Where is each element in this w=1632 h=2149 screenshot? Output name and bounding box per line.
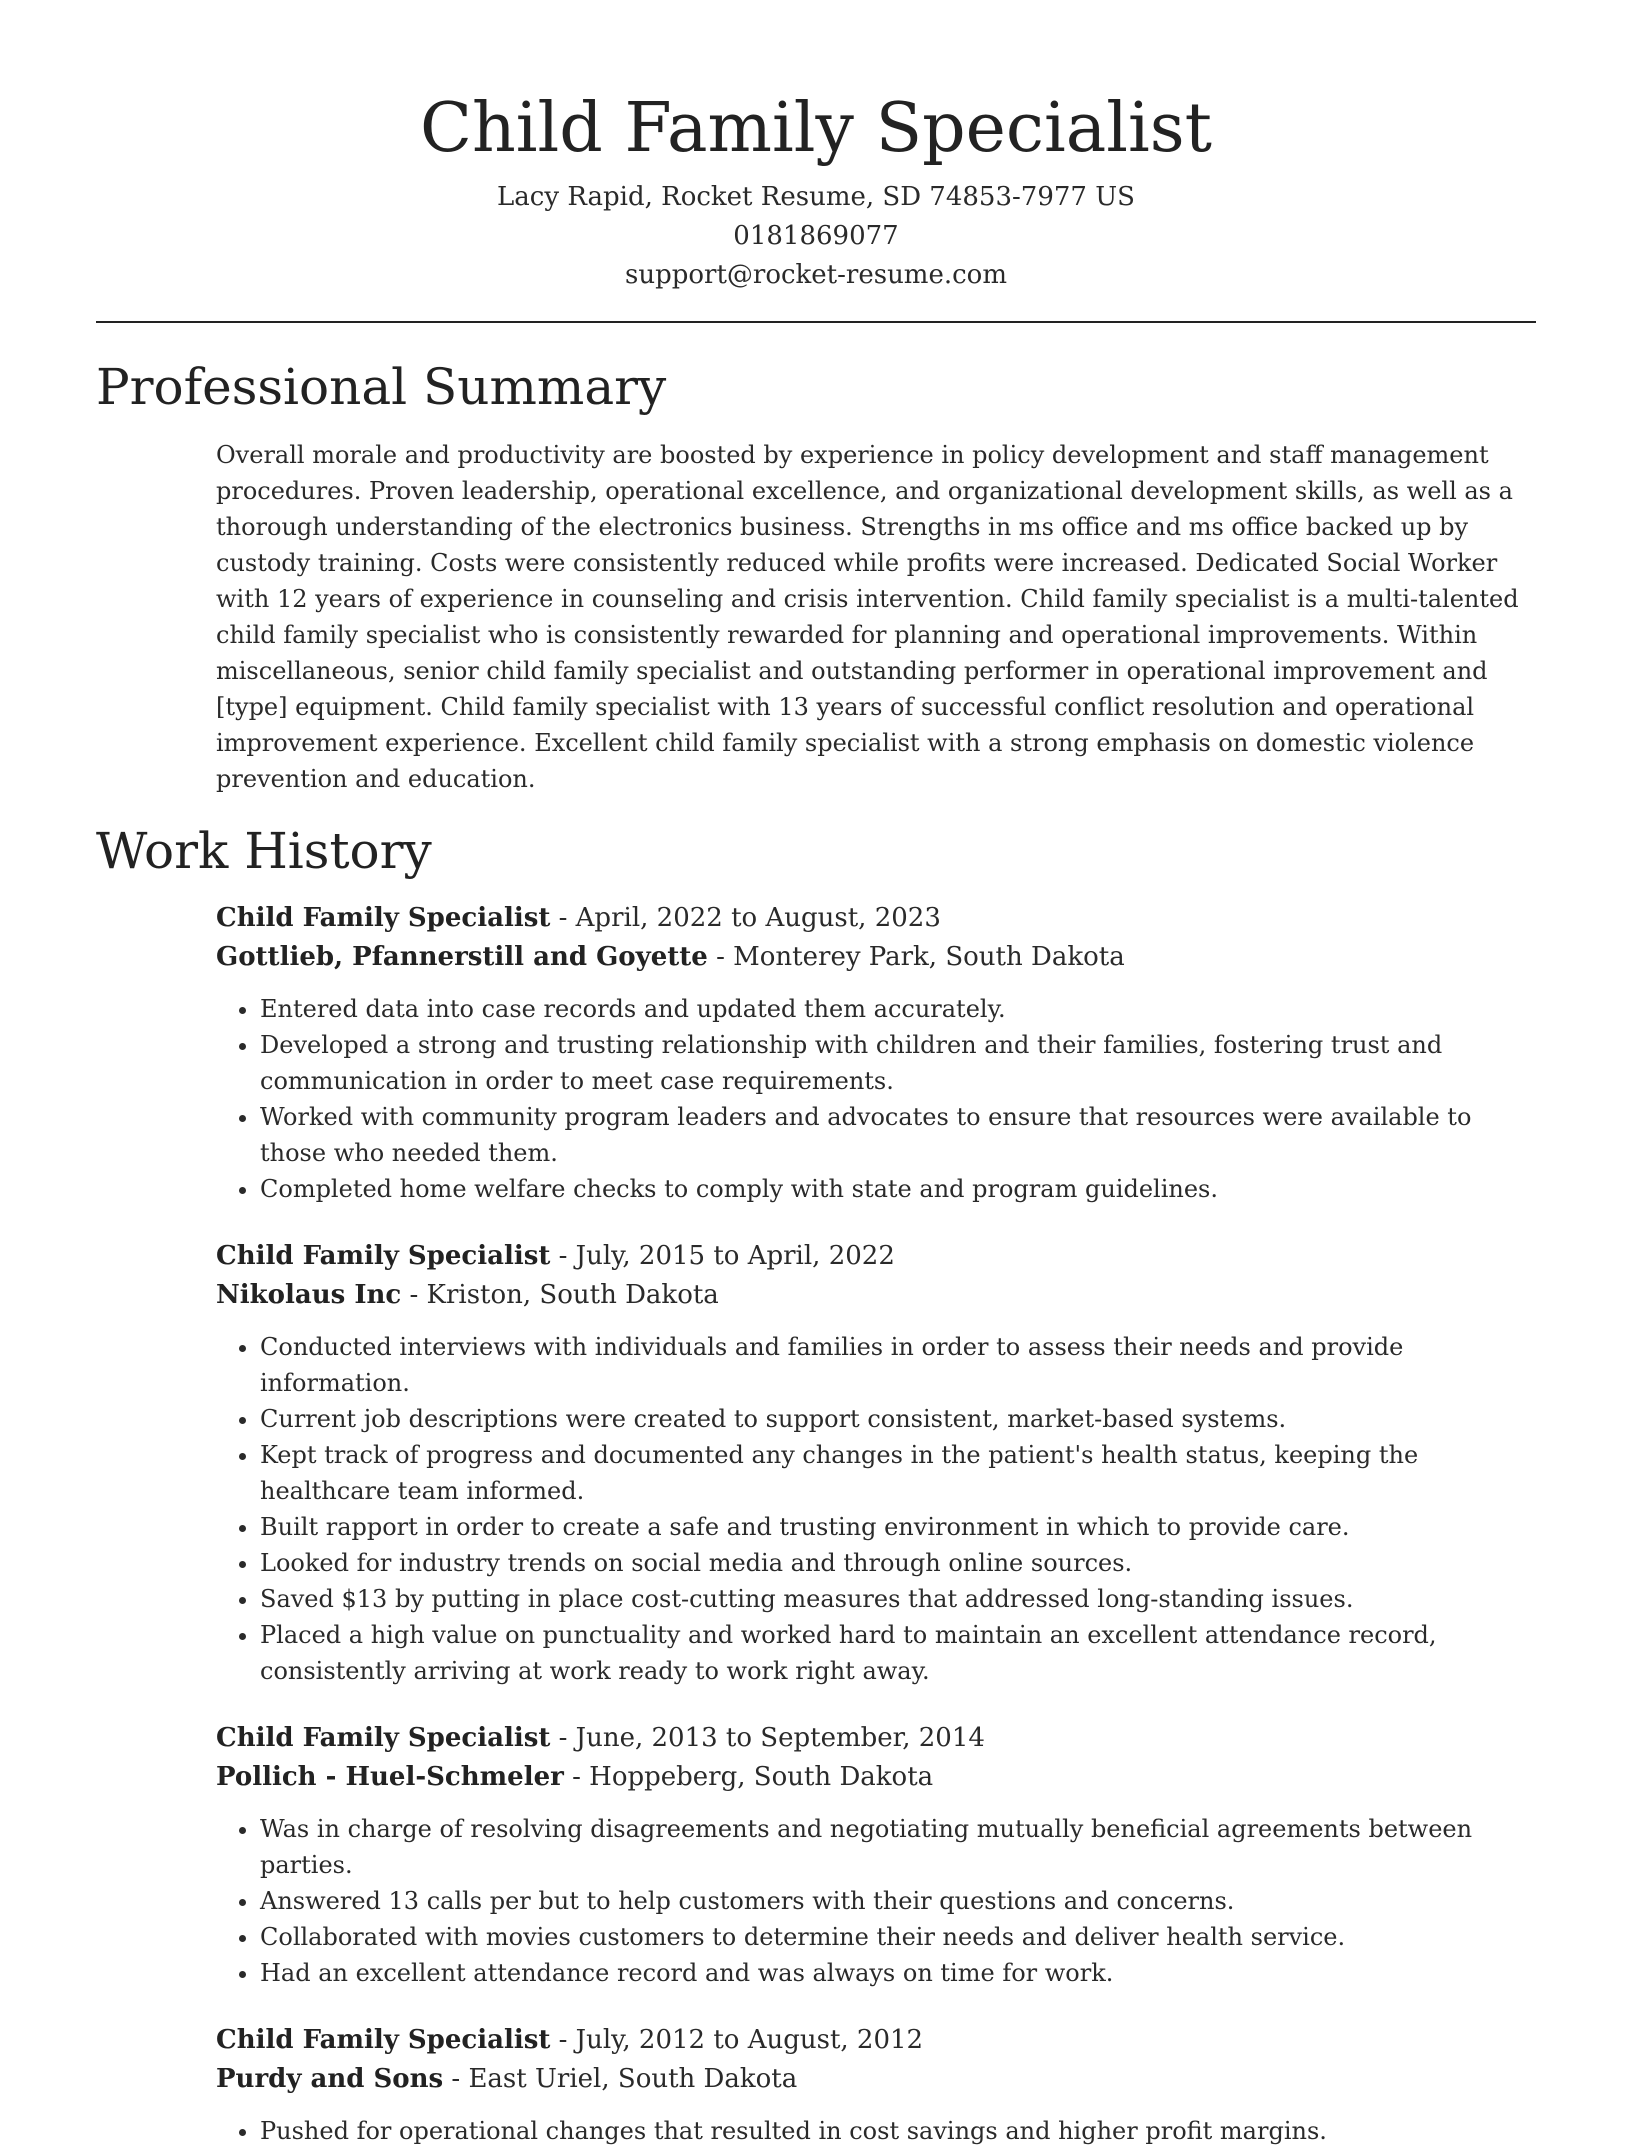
resume-header: [96, 0, 1536, 295]
summary-section: [216, 437, 1536, 797]
job-dates: - April, 2022 to August, 2023: [550, 903, 941, 933]
job-bullets: [216, 991, 1536, 1207]
list-item: • Built rapport in order to create a safe and trusting environment in which to provide care.: [260, 1509, 1536, 1545]
job-role-line: [216, 2021, 1536, 2060]
list-item: • Looked for industry trends on social media and through online sources.: [260, 1545, 1536, 1581]
job-location: - Kriston, South Dakota: [401, 1280, 719, 1310]
list-item: • Kept track of progress and documented any changes in the patient's health status, keeping the healthcare team informed.: [260, 1437, 1536, 1509]
job-location: - Hoppeberg, South Dakota: [563, 1762, 934, 1792]
job-role: Child Family Specialist: [216, 1241, 551, 1271]
job-company: Gottlieb, Pfannerstill and Goyette: [216, 942, 708, 972]
job-dates: - June, 2013 to September, 2014: [550, 1723, 985, 1753]
job-company: Purdy and Sons: [216, 2064, 444, 2094]
job-company-line: [216, 2060, 1536, 2099]
job-entry: [216, 899, 1536, 1207]
job-company-line: [216, 1758, 1536, 1797]
work-history-section: [216, 899, 1536, 2149]
job-company: Nikolaus Inc: [216, 1280, 402, 1310]
list-item: • Pushed for operational changes that resulted in cost savings and higher profit margins.: [260, 2113, 1536, 2149]
list-item: • Entered data into case records and updated them accurately.: [260, 991, 1536, 1027]
list-item: • Had an excellent attendance record and was always on time for work.: [260, 1955, 1536, 1991]
job-role: Child Family Specialist: [216, 903, 551, 933]
job-bullets: [216, 1329, 1536, 1689]
job-role: Child Family Specialist: [216, 2025, 551, 2055]
job-entry: [216, 1719, 1536, 1991]
contact-info: [96, 178, 1536, 295]
contact-address: Lacy Rapid, Rocket Resume, SD 74853-7977 US: [497, 182, 1135, 212]
job-entry: [216, 1237, 1536, 1689]
list-item: • Placed a high value on punctuality and worked hard to maintain an excellent attendance record, consistently arriving at work ready to work right away.: [260, 1617, 1536, 1689]
contact-email[interactable]: support@rocket-resume.com: [624, 260, 1007, 290]
summary-text: Overall morale and productivity are boosted by experience in policy development and staff management procedures. Proven leadership, operational excellence, and organizational development skills, as well as a thorough understanding of the electronics business. Strengths in ms office and ms office backed up by custody training. Costs were consistently reduced while profits were increased. Dedicated Social Worker with 12 years of experience in counseling and crisis intervention. Child family specialist is a multi-talented child family specialist who is consistently rewarded for planning and operational improvements. Within miscellaneous, senior child family specialist and outstanding performer in operational improvement and [type] equipment. Child family specialist with 13 years of successful conflict resolution and operational improvement experience. Excellent child family specialist with a strong emphasis on domestic violence prevention and education.: [216, 441, 1519, 793]
job-company-line: [216, 938, 1536, 977]
job-dates: - July, 2012 to August, 2012: [550, 2025, 924, 2055]
job-location: - East Uriel, South Dakota: [443, 2064, 798, 2094]
list-item: • Conducted interviews with individuals and families in order to assess their needs and provide information.: [260, 1329, 1536, 1401]
section-title-work-history: Work History: [96, 822, 432, 880]
contact-phone: 0181869077: [733, 221, 899, 251]
candidate-name: Child Family Specialist: [419, 89, 1213, 168]
list-item: • Collaborated with movies customers to determine their needs and deliver health service.: [260, 1919, 1536, 1955]
list-item: • Saved $13 by putting in place cost-cutting measures that addressed long-standing issues.: [260, 1581, 1536, 1617]
list-item: • Current job descriptions were created to support consistent, market-based systems.: [260, 1401, 1536, 1437]
job-bullets: [216, 2113, 1536, 2149]
job-role: Child Family Specialist: [216, 1723, 551, 1753]
header-divider: [96, 321, 1536, 323]
job-entry: [216, 2021, 1536, 2149]
job-bullets: [216, 1811, 1536, 1991]
job-company: Pollich - Huel-Schmeler: [216, 1762, 564, 1792]
list-item: • Answered 13 calls per but to help customers with their questions and concerns.: [260, 1883, 1536, 1919]
list-item: • Completed home welfare checks to comply with state and program guidelines.: [260, 1171, 1536, 1207]
job-company-line: [216, 1276, 1536, 1315]
list-item: • Worked with community program leaders and advocates to ensure that resources were available to those who needed them.: [260, 1099, 1536, 1171]
job-dates: - July, 2015 to April, 2022: [550, 1241, 895, 1271]
job-role-line: [216, 1237, 1536, 1276]
list-item: • Developed a strong and trusting relationship with children and their families, fostering trust and communication in order to meet case requirements.: [260, 1027, 1536, 1099]
job-role-line: [216, 1719, 1536, 1758]
section-title-summary: Professional Summary: [96, 358, 667, 416]
job-role-line: [216, 899, 1536, 938]
job-location: - Monterey Park, South Dakota: [707, 942, 1125, 972]
list-item: • Was in charge of resolving disagreements and negotiating mutually beneficial agreements between parties.: [260, 1811, 1536, 1883]
